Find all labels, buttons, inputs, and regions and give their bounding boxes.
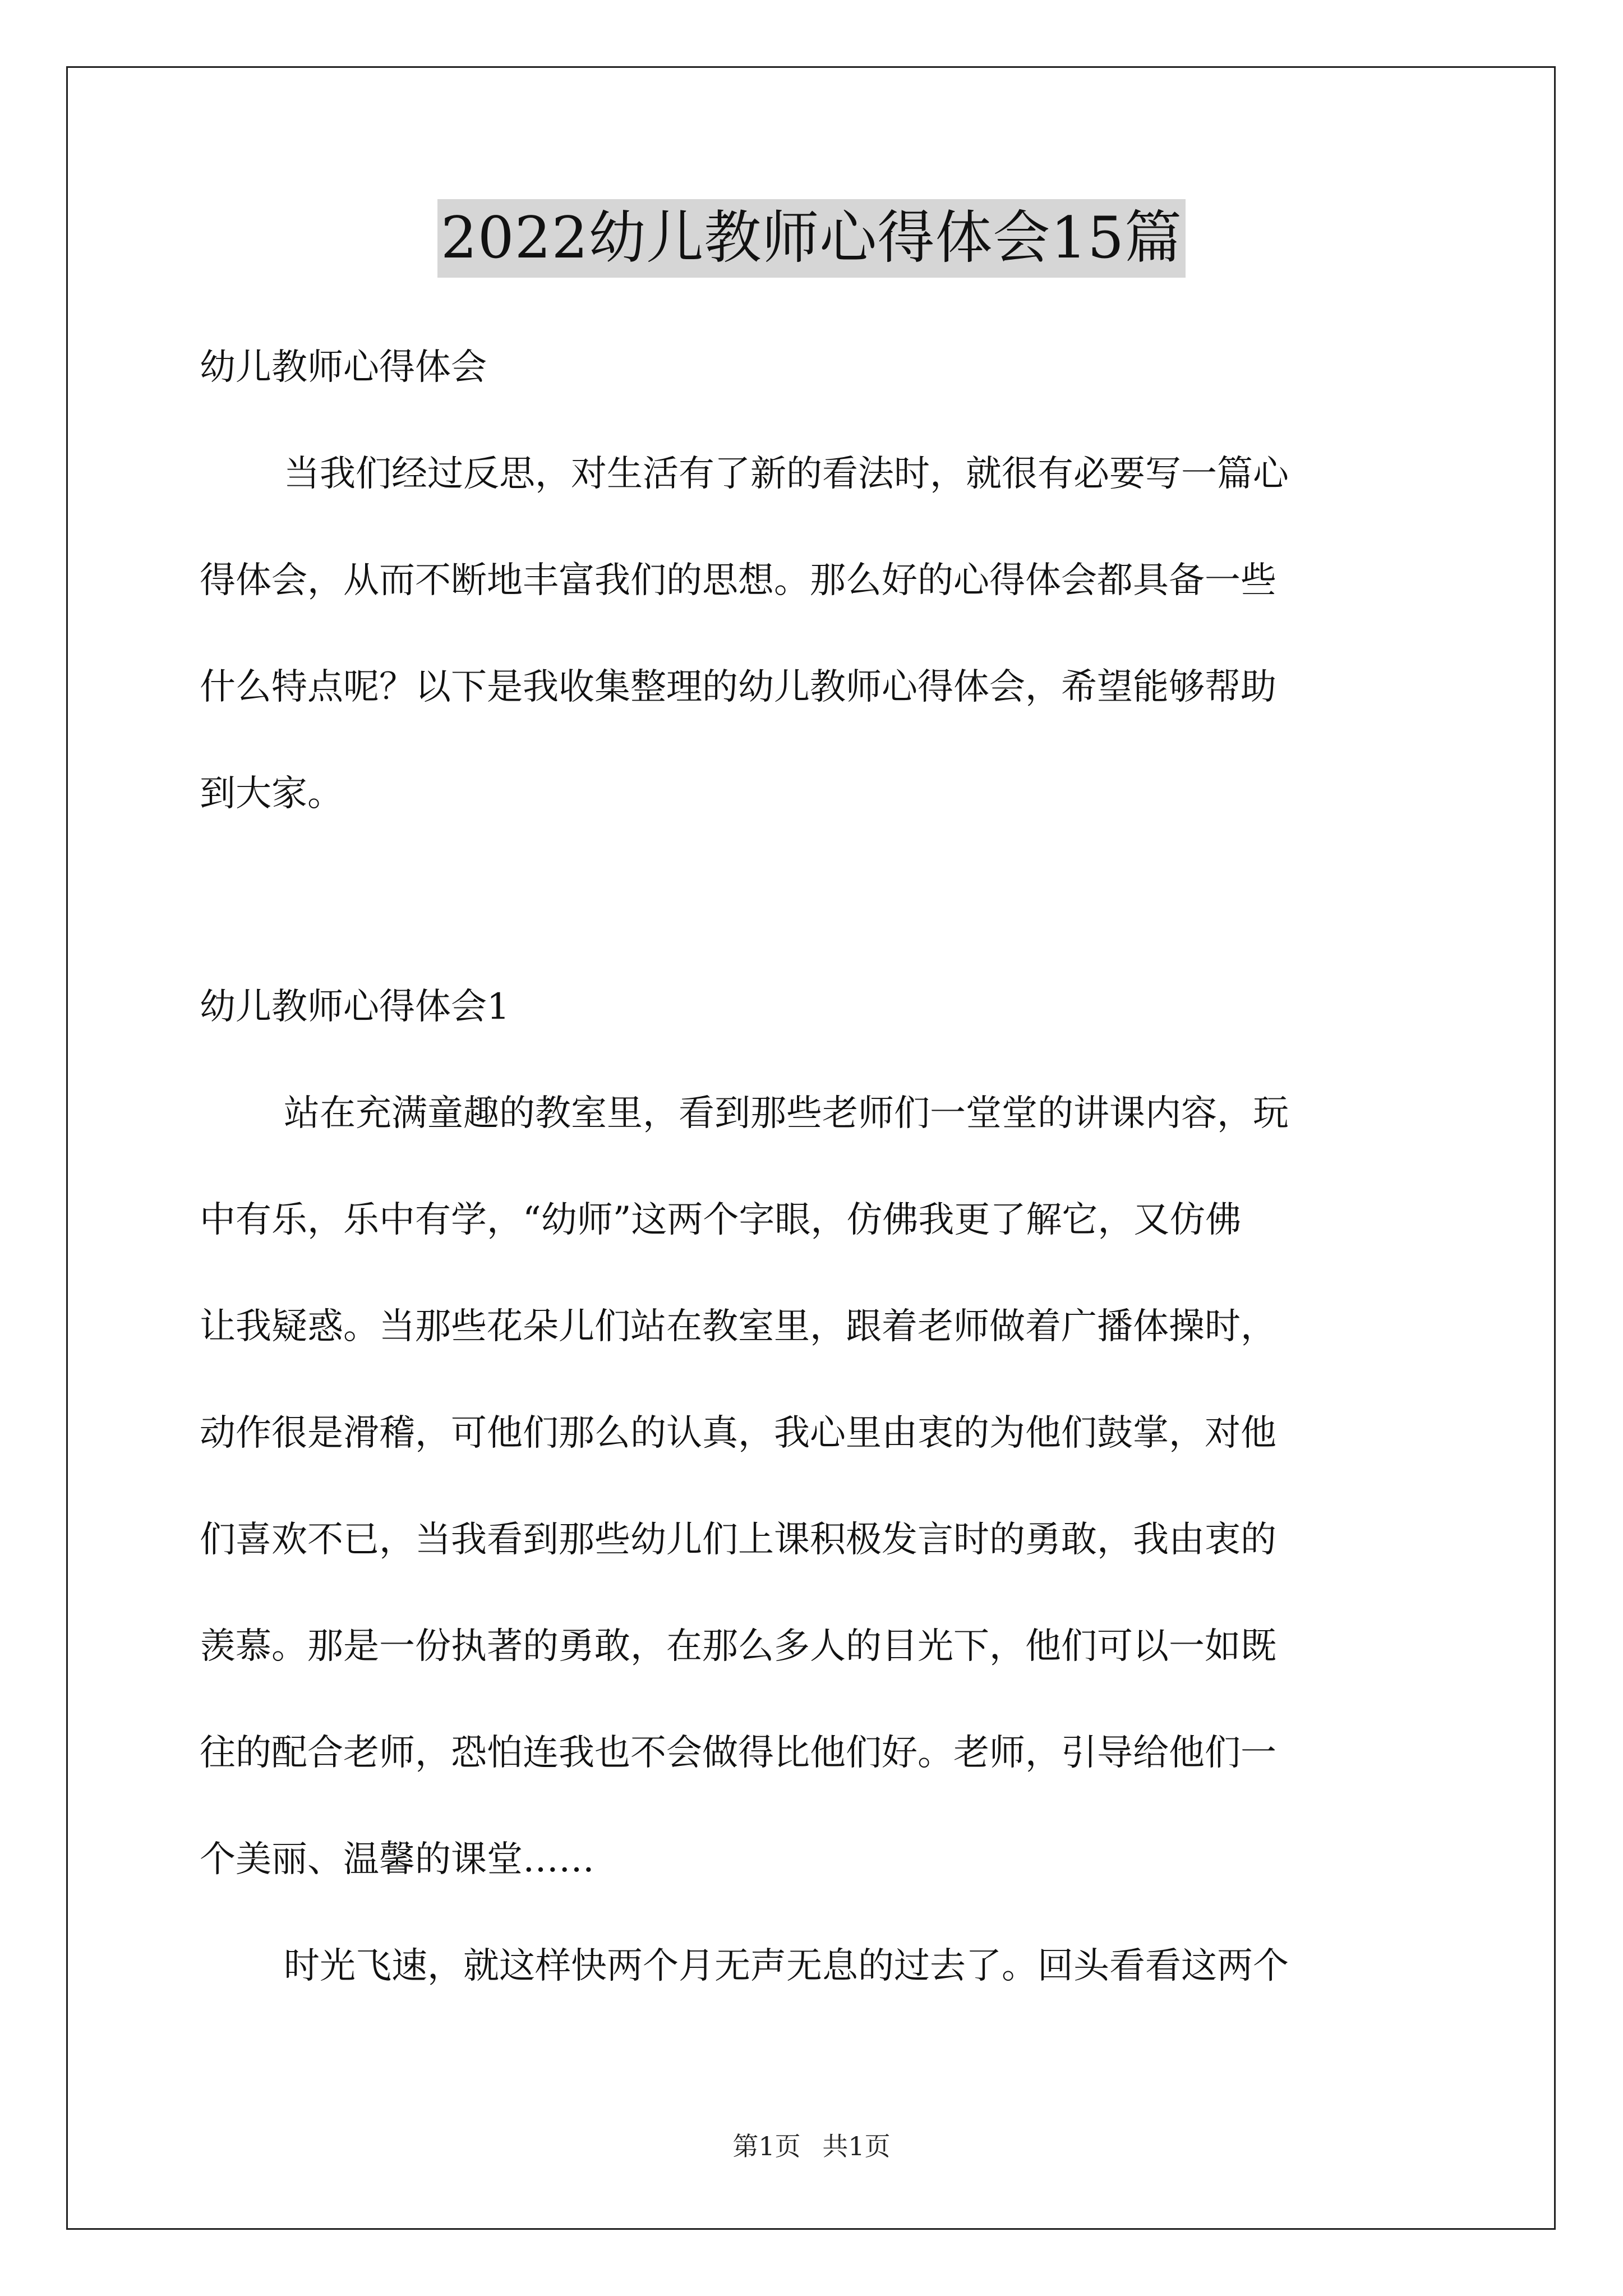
text-line: 得体会，从而不断地丰富我们的思想。那么好的心得体会都具备一些 bbox=[200, 560, 1276, 601]
text-line: 站在充满童趣的教室里，看到那些老师们一堂堂的讲课内容，玩 bbox=[284, 1093, 1289, 1134]
text-line: 往的配合老师，恐怕连我也不会做得比他们好。老师，引导给他们一 bbox=[200, 1732, 1276, 1774]
text-line: 幼儿教师心得体会1 bbox=[200, 986, 510, 1028]
text-line: 们喜欢不已，当我看到那些幼儿们上课积极发言时的勇敢，我由衷的 bbox=[200, 1519, 1276, 1561]
page-number: 第1页 bbox=[732, 2131, 801, 2161]
text-line: 时光飞速，就这样快两个月无声无息的过去了。回头看看这两个 bbox=[284, 1945, 1289, 1987]
paragraph-gap bbox=[200, 847, 1433, 954]
text-line: 中有乐，乐中有学，“幼师”这两个字眼，仿佛我更了解它，又仿佛 bbox=[200, 1199, 1242, 1241]
text-line: 到大家。 bbox=[200, 773, 343, 815]
paragraph bbox=[200, 1913, 1433, 2019]
text-line: 让我疑惑。当那些花朵儿们站在教室里，跟着老师做着广播体操时， bbox=[200, 1306, 1276, 1347]
document-title: 2022幼儿教师心得体会15篇 bbox=[437, 199, 1186, 278]
text-line: 当我们经过反思，对生活有了新的看法时，就很有必要写一篇心 bbox=[284, 453, 1289, 495]
text-line: 幼儿教师心得体会 bbox=[200, 347, 487, 388]
page-total: 共1页 bbox=[822, 2131, 891, 2161]
title-container bbox=[0, 199, 1623, 278]
text-line: 羡慕。那是一份执著的勇敢，在那么多人的目光下，他们可以一如既 bbox=[200, 1626, 1276, 1667]
text-line: 个美丽、温馨的课堂…… bbox=[200, 1839, 594, 1880]
section-heading bbox=[200, 954, 1433, 1060]
text-line: 动作很是滑稽，可他们那么的认真，我心里由衷的为他们鼓掌，对他 bbox=[200, 1412, 1276, 1454]
section-heading bbox=[200, 314, 1433, 421]
document-body bbox=[200, 314, 1433, 2019]
paragraph bbox=[200, 1060, 1433, 1913]
paragraph bbox=[200, 421, 1433, 847]
text-line: 什么特点呢？以下是我收集整理的幼儿教师心得体会，希望能够帮助 bbox=[200, 666, 1276, 708]
page-footer bbox=[0, 2126, 1623, 2163]
